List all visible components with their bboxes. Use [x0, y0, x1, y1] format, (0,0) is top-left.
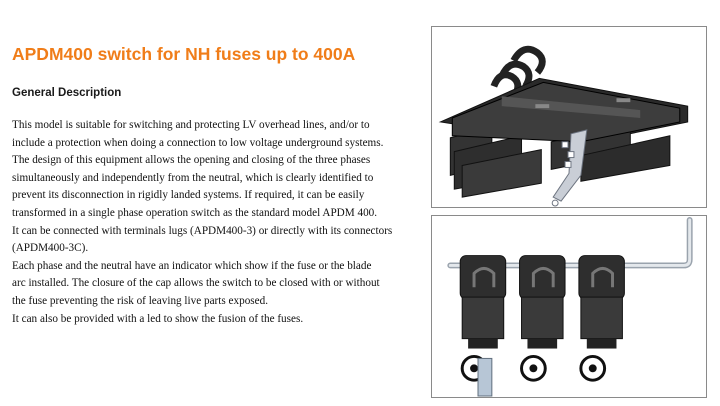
- description-line: simultaneously and independently from the neutral, which is clearly identified to: [12, 171, 374, 184]
- description-line: prevent its disconnection in rigidly landed systems. If required, it can be easily: [12, 189, 365, 202]
- description-line: It can be connected with terminals lugs (APDM400-3) or directly with its connectors: [12, 224, 393, 237]
- description-line: Each phase and the neutral have an indicator which show if the fuse or the blade: [12, 259, 372, 272]
- description-line: include a protection when doing a connection to low voltage underground systems.: [12, 136, 384, 149]
- description-line: arc installed. The closure of the cap allows the switch to be closed with or without: [12, 277, 380, 290]
- description-line: The design of this equipment allows the opening and closing of the three phases: [12, 154, 371, 167]
- description-line: transformed in a single phase operation switch as the standard model APDM 400.: [12, 206, 378, 219]
- description-line: (APDM400-3C).: [12, 242, 89, 255]
- description-line: This model is suitable for switching and protecting LV overhead lines, and/or to: [12, 119, 370, 131]
- product-figure-isometric: [431, 26, 707, 208]
- description-line: It can also be provided with a led to show the fusion of the fuses.: [12, 312, 304, 325]
- switch-isometric-illustration: [432, 27, 706, 207]
- phase-unit-2: [520, 256, 565, 381]
- phase-unit-1: [460, 256, 505, 396]
- page-title: APDM400 switch for NH fuses up to 400A: [12, 44, 356, 64]
- description-body: [12, 117, 412, 328]
- description-line: the fuse preventing the risk of leaving live parts exposed.: [12, 294, 268, 307]
- product-figure-front: [431, 215, 707, 398]
- phase-unit-3: [579, 256, 624, 381]
- section-heading: General Description: [12, 87, 122, 99]
- switch-front-illustration: [432, 216, 706, 397]
